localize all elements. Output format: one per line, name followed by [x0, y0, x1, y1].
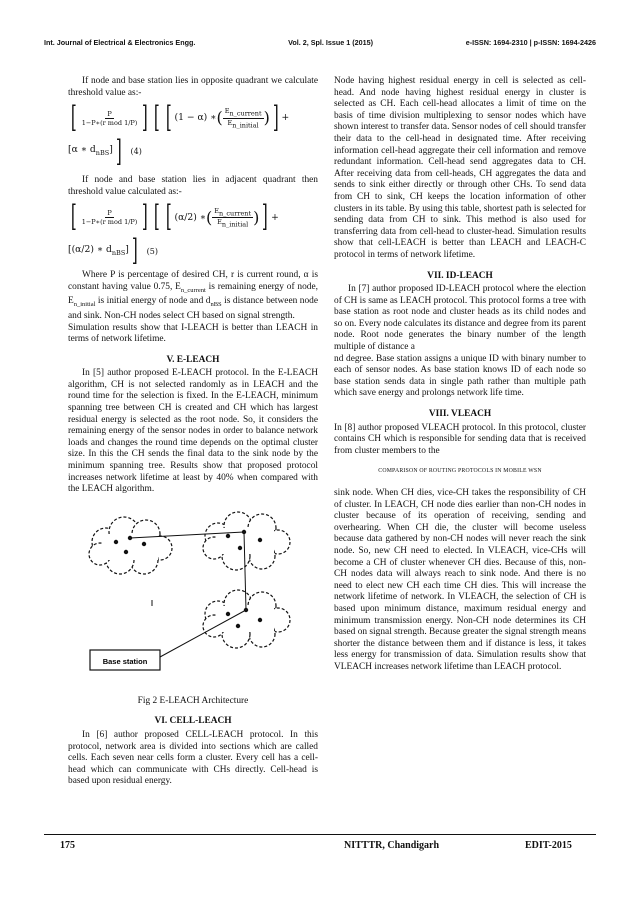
equation-4-cont: [α ∗ $d_{nBS}$] ] (4): [68, 134, 142, 170]
running-header: [44, 38, 596, 47]
section-title-vleach: VIII. VLEACH: [428, 409, 492, 420]
equation-5: [ $\frac{P}{\text{1−P∗(r mod 1/P)}}$ ] [ [ (α/2) ∗ ( $\frac{E_{n\_current}}{E_{n\_initial}}$ ) ] +: [70, 199, 279, 235]
running-head: COMPARISON OF ROUTING PROTOCOLS IN MOBILE WSN: [378, 468, 542, 475]
paragraph-adjacent-quadrant: If node and base station lies in adjacent quadrant then threshold value calculated as:-: [68, 175, 318, 197]
equation-5-tag: (5): [146, 246, 158, 256]
left-column: [68, 76, 318, 788]
paragraph-vleach-cont: sink node. When CH dies, vice-CH takes the responsibility of CH of cluster. In LEACH, CH node dies earlier than non-CH nodes in cluster because of its operation of receiving, sending and overhearing. When CH die, the cluster will become useless because data gathered by non-CH nodes will never reach the sink node. So, new CH need to elected. In VLEACH, vice-CHs will become a CH of cluster whenever CH dies. Because of this, non-CH nodes data will always reach to sink node. And there is no need to elect new CH each time CH dies. This will increase the network lifetime of network. In VLEACH, the selection of CH is based upon minimum distance, maximum residual energy and minimum transmission energy. Non-CH node determines its CH based on signal strength. Because greater the signal strength means shorter the distance between them and if distance is less, it takes less energy for transmission of data. Simulation results show that VLEACH increases network lifetime than LEACH protocol.: [334, 488, 587, 672]
institute-name: NITTTR, Chandigarh: [344, 840, 440, 851]
volume-info: Vol. 2, Spl. Issue 1 (2015): [288, 38, 374, 47]
figure-eleach-architecture: [68, 502, 318, 692]
equation-5-cont: [(α/2) ∗ $d_{nBS}$] ] (5): [68, 233, 158, 269]
journal-title: Int. Journal of Electrical & Electronics Engg.: [44, 38, 196, 47]
right-column: [334, 76, 586, 674]
figure-caption: Fig 2 E-LEACH Architecture: [137, 695, 249, 706]
section-title-idleach: VII. ID-LEACH: [427, 270, 493, 281]
paragraph-cellhead: Node having highest residual energy in cell is selected as cell-head. And node having highest residual energy in cluster is selected as CH. Each cell-head allocates a limit of time on the basis of time division multiplexing to sensor nodes which have shown interest to transfer data. Sensor nodes of cell should transfer their data to the cell-head in designated time. After receiving information cell-head aggregate their cell information and remove redundant information. Cell-head send aggregates data to CH. After receiving data from cell-heads, CH aggregates the data and sends to sink either directly or through other CHs. To send data from CH to sink, CH keeps the location information of other clusters in its table. By using this table, shortest path is selected for sending data from CH to sink. This method is also used for transferring data from cell-head to cluster-head. Simulation results show that cell-LEACH is better than LEACH and LEACH-C protocol in terms of network lifetime.: [334, 76, 586, 260]
section-body-idleach: In [7] author proposed ID-LEACH protocol where the election of CH is same as LEACH protocol. This protocol forms a tree with base station as root node and cluster heads as its child nodes and so on. Every node calculates its distance and degree from its parent node. Root node generates the binary number of the length multiple of distance a nd degree. Base station assigns a unique ID with binary number to each of sensor nodes. As base station knows ID of each node so base station sends data in single path rather than multiple path which save energy and prolongs network life time.: [334, 284, 586, 399]
footer-rule: [44, 834, 596, 835]
section-title-cellleach: VI. CELL-LEACH: [154, 716, 232, 727]
page-number: 175: [60, 840, 75, 851]
base-station-label: Base station: [102, 656, 148, 666]
paragraph-variables: Where P is percentage of desired CH, r is current round, α is constant having value 0.75, $E_{n\_current}$ is remaining energy of node, $E_{n\_initial}$ is initial energy of node and $d_{nBS}$ is distance between node and sink. Non-CH nodes select CH based on signal strength.: [68, 270, 319, 321]
issn-info: e-ISSN: 1694-2310 | p-ISSN: 1694-2426: [465, 38, 596, 47]
eleach-diagram: [68, 502, 318, 692]
section-title-eleach: V. E-LEACH: [166, 354, 220, 365]
edition: EDIT-2015: [525, 840, 572, 851]
section-body-eleach: In [5] author proposed E-LEACH protocol. In the E-LEACH algorithm, CH is not selected randomly as in LEACH and the round time for the selection is fixed. In the E-LEACH, minimum spanning tree between CH is created and CH which has largest residual energy is selected as the root node. So, it considers the remaining energy of the sensor nodes in order to balance network loads and changes the round time depends on the optimal cluster size. In this the CH sends the final data to the sink node by the minimum spanning tree. Results show that proposed protocol increases network lifetime at least by 40% when compared with the LEACH algorithm.: [68, 368, 318, 495]
equation-4-tag: (4): [130, 147, 142, 157]
paragraph-opposite-quadrant: If node and base station lies in opposite quadrant we calculate threshold value as:-: [68, 76, 318, 98]
equation-4: [ $\frac{P}{\text{1−P∗(r mod 1/P)}}$ ] [ [ (1 − α) ∗ ( $\frac{E_{n\_current}}{E_{n\_initial}}$ ) ] +: [70, 100, 290, 136]
section-body-vleach: In [8] author proposed VLEACH protocol. In this protocol, cluster contains CH which is responsible for sending data that is received from cluster members to the: [334, 422, 586, 456]
paragraph-ileach-result: Simulation results show that I-LEACH is better than LEACH in terms of network lifetime.: [68, 322, 318, 345]
section-body-cellleach: In [6] author proposed CELL-LEACH protocol. In this protocol, network area is divided into sections which are called cells. Each seven near cells form a cluster. Every cell has a cell-head which can communicate with CHs directly. Cell-head is based upon residual energy.: [68, 730, 318, 787]
